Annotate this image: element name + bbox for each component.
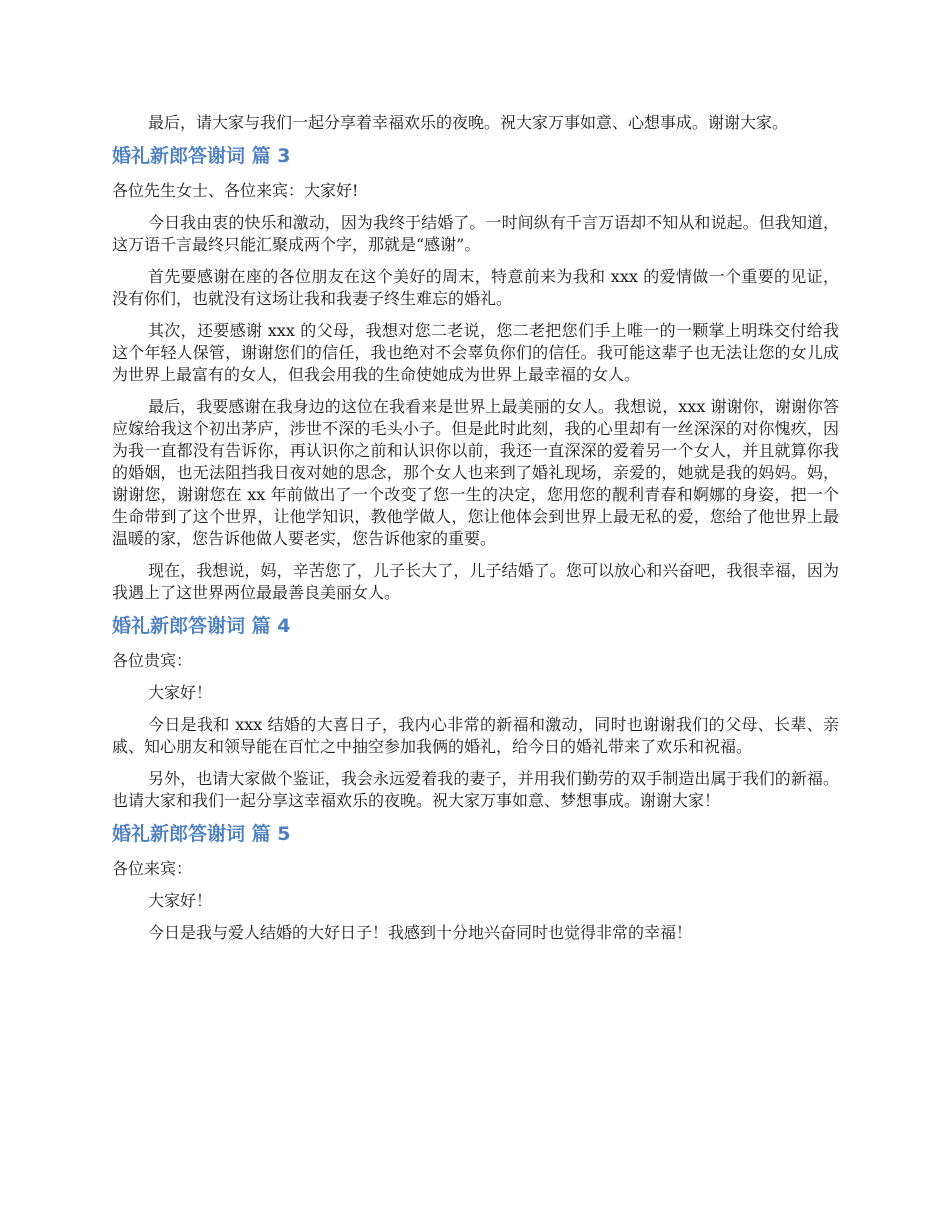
- document-section: [112, 614, 839, 812]
- body-paragraph: 最后，请大家与我们一起分享着幸福欢乐的夜晚。祝大家万事如意、心想事成。谢谢大家。: [148, 113, 789, 132]
- body-paragraph: 另外，也请大家做个鉴证，我会永远爱着我的妻子，并用我们勤劳的双手制造出属于我们的新福。也请大家和我们一起分享这幸福欢乐的夜晚。祝大家万事如意、梦想事成。谢谢大家！: [112, 769, 839, 810]
- body-paragraph: 最后，我要感谢在我身边的这位在我看来是世界上最美丽的女人。我想说，xxx 谢谢你，谢谢你答应嫁给我这个初出茅庐，涉世不深的毛头小子。但是此时此刻，我的心里却有一丝深深的对你愧疚，因为我一直都没有告诉你，再认识你之前和认识你以前，我还一直深深的爱着另一个女人，并且就算你我的婚姻，也无法阻挡我日夜对她的思念，那个女人也来到了婚礼现场，亲爱的，她就是我的妈妈。妈，谢谢您，谢谢您在 xx 年前做出了一个改变了您一生的决定，您用您的靓利青春和婀娜的身姿，把一个生命带到了这个世界，让他学知识，教他学做人，您让他体会到世界上最无私的爱，您给了他世界上最温暖的家，您告诉他做人要老实，您告诉他家的重要。: [112, 397, 839, 548]
- body-paragraph: 其次，还要感谢 xxx 的父母，我想对您二老说，您二老把您们手上唯一的一颗掌上明珠交付给我这个年轻人保管，谢谢您们的信任，我也绝对不会辜负你们的信任。我可能这辈子也无法让您的女儿成为世界上最富有的女人，但我会用我的生命使她成为世界上最幸福的女人。: [112, 321, 839, 384]
- section-heading: 婚礼新郎答谢词 篇 5: [112, 823, 291, 845]
- body-paragraph: 首先要感谢在座的各位朋友在这个美好的周末，特意前来为我和 xxx 的爱情做一个重要的见证，没有你们，也就没有这场让我和我妻子终生难忘的婚礼。: [112, 267, 839, 308]
- body-paragraph: 今日是我与爱人结婚的大好日子！我感到十分地兴奋同时也觉得非常的幸福！: [148, 923, 693, 942]
- body-paragraph: 大家好！: [148, 891, 213, 910]
- salutation-paragraph: 各位来宾：: [112, 859, 193, 878]
- document-section: [112, 822, 839, 944]
- body-paragraph: 现在，我想说，妈，辛苦您了，儿子长大了，儿子结婚了。您可以放心和兴奋吧，我很幸福，因为我遇上了这世界两位最最善良美丽女人。: [112, 561, 839, 602]
- document-section: [112, 144, 839, 604]
- document-page: [112, 112, 839, 954]
- document-body: [112, 112, 839, 944]
- section-heading: 婚礼新郎答谢词 篇 4: [112, 615, 291, 637]
- body-paragraph: 今日我由衷的快乐和激动，因为我终于结婚了。一时间纵有千言万语却不知从和说起。但我知道，这万语千言最终只能汇聚成两个字，那就是“感谢”。: [112, 213, 839, 254]
- salutation-paragraph: 各位先生女士、各位来宾：大家好!: [112, 181, 359, 200]
- body-paragraph: 今日是我和 xxx 结婚的大喜日子，我内心非常的新福和激动，同时也谢谢我们的父母、长辈、亲戚、知心朋友和领导能在百忙之中抽空参加我俩的婚礼，给今日的婚礼带来了欢乐和祝福。: [112, 715, 839, 756]
- body-paragraph: 大家好！: [148, 683, 213, 702]
- salutation-paragraph: 各位贵宾：: [112, 651, 193, 670]
- document-section: [112, 112, 839, 134]
- section-heading: 婚礼新郎答谢词 篇 3: [112, 145, 291, 167]
